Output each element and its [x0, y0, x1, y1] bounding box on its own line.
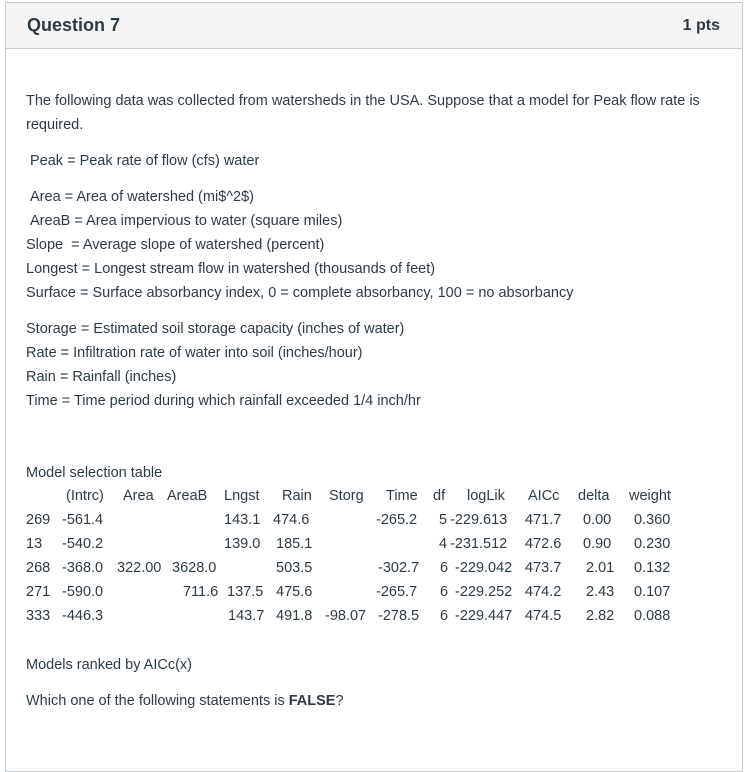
table-cell: -265.7 [376, 584, 418, 600]
table-cell: -561.4 [62, 512, 104, 528]
table-cell: 472.6 [525, 536, 562, 552]
table-header-cell: Lngst [224, 488, 260, 504]
table-cell: -265.2 [376, 512, 418, 528]
table-cell: 0.00 [583, 512, 612, 528]
table-cell: 143.7 [228, 608, 265, 624]
table-header-cell: (Intrc) [66, 488, 104, 504]
variable-peak: Peak = Peak rate of flow (cfs) water [30, 153, 260, 169]
table-cell: -229.447 [455, 608, 513, 624]
intro-paragraph: The following data was collected from watersheds in the USA. Suppose that a model for Peak flow rate is required. [26, 93, 700, 133]
table-cell: 474.5 [525, 608, 562, 624]
table-cell: 711.6 [183, 584, 219, 600]
table-cell: -368.0 [62, 560, 104, 576]
table-cell: 0.360 [634, 512, 671, 528]
table-cell: 0.90 [583, 536, 612, 552]
table-cell: 271 [26, 584, 51, 600]
table-cell: 6 [440, 560, 449, 576]
table-cell: 6 [440, 584, 449, 600]
table-cell: -540.2 [62, 536, 104, 552]
table-cell: 6 [440, 608, 449, 624]
table-cell: -590.0 [62, 584, 104, 600]
table-header-cell: weight [629, 488, 671, 504]
table-header-cell: Time [386, 488, 418, 504]
question-prompt [26, 689, 344, 713]
table-cell: 322.00 [117, 560, 162, 576]
table-cell: 143.1 [224, 512, 261, 528]
variable-time: Time = Time period during which rainfall exceeded 1/4 inch/hr [26, 393, 421, 409]
prompt-text: Which one of the following statements is [26, 693, 289, 709]
table-cell: 4 [439, 536, 448, 552]
table-cell: 0.107 [634, 584, 671, 600]
table-cell: 2.82 [586, 608, 615, 624]
question-header [6, 3, 742, 49]
table-header-cell: AICc [528, 488, 560, 504]
table-header-cell: Rain [282, 488, 312, 504]
table-header-cell: AreaB [167, 488, 208, 504]
table-cell: 137.5 [227, 584, 264, 600]
table-cell: 474.6 [273, 512, 310, 528]
table-cell: -302.7 [378, 560, 420, 576]
table-cell: 333 [26, 608, 51, 624]
table-cell: -446.3 [62, 608, 104, 624]
table-cell: 471.7 [525, 512, 562, 528]
table-header-cell: Area [123, 488, 154, 504]
variable-storage: Storage = Estimated soil storage capacity (inches of water) [26, 321, 405, 337]
table-cell: 3628.0 [172, 560, 217, 576]
table-cell: 0.230 [634, 536, 671, 552]
table-cell: 2.01 [586, 560, 615, 576]
table-header-cell: Storg [329, 488, 364, 504]
table-cell: 269 [26, 512, 51, 528]
table-cell: -231.512 [450, 536, 508, 552]
table-caption: Model selection table [26, 465, 163, 481]
ranking-note: Models ranked by AICc(x) [26, 657, 193, 673]
prompt-emphasis: FALSE [288, 693, 336, 709]
table-cell: 503.5 [276, 560, 313, 576]
variable-slope: Slope = Average slope of watershed (percent) [26, 237, 325, 253]
variable-surface: Surface = Surface absorbancy index, 0 = complete absorbancy, 100 = no absorbancy [26, 285, 574, 301]
table-cell: 185.1 [276, 536, 313, 552]
table-cell: -98.07 [325, 608, 367, 624]
table-cell: 474.2 [525, 584, 562, 600]
table-cell: 473.7 [525, 560, 562, 576]
variable-rain: Rain = Rainfall (inches) [26, 369, 177, 385]
prompt-end: ? [335, 693, 344, 709]
variable-longest: Longest = Longest stream flow in watershed (thousands of feet) [26, 261, 436, 277]
variable-rate: Rate = Infiltration rate of water into soil (inches/hour) [26, 345, 363, 361]
question-points: 1 pts [682, 17, 720, 34]
table-cell: 0.088 [634, 608, 671, 624]
variable-area: Area = Area of watershed (mi$^2$) [30, 189, 255, 205]
table-cell: -229.613 [450, 512, 508, 528]
table-cell: 5 [439, 512, 448, 528]
variable-areab: AreaB = Area impervious to water (square miles) [30, 213, 343, 229]
table-cell: -229.252 [455, 584, 513, 600]
table-cell: 475.6 [276, 584, 313, 600]
table-cell: 2.43 [586, 584, 615, 600]
table-header-cell: df [433, 488, 446, 504]
table-cell: 491.8 [276, 608, 313, 624]
table-cell: 139.0 [224, 536, 261, 552]
table-cell: -278.5 [378, 608, 420, 624]
table-header-cell: delta [578, 488, 610, 504]
table-cell: 0.132 [634, 560, 671, 576]
table-cell: 268 [26, 560, 51, 576]
question-title: Question 7 [27, 15, 121, 35]
table-cell: -229.042 [455, 560, 513, 576]
table-cell: 13 [26, 536, 43, 552]
table-header-cell: logLik [467, 488, 505, 504]
